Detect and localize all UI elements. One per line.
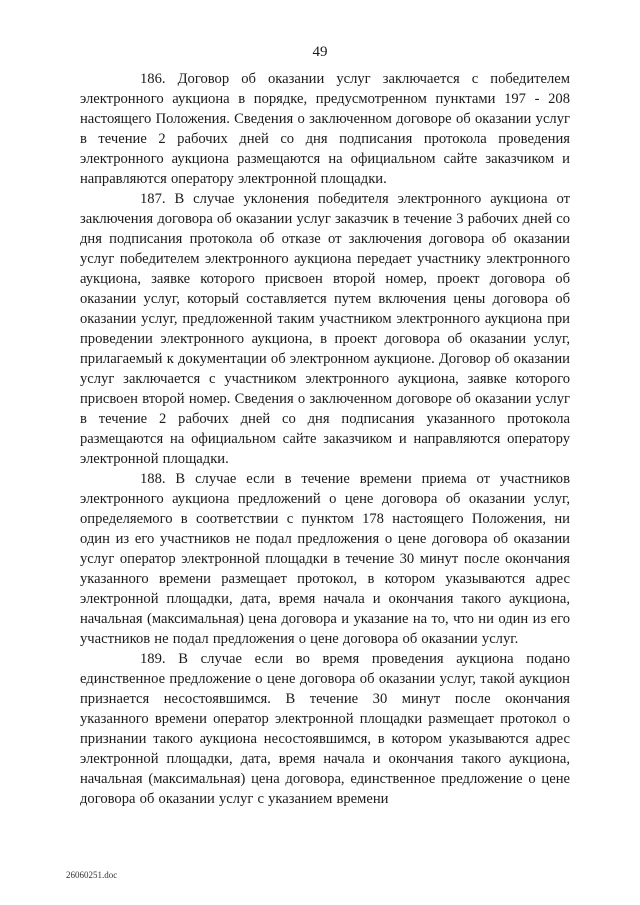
paragraph-188: 188. В случае если в течение времени приема от участников электронного аукциона предложений о цене договора об оказании услуг, определяемого в соответствии с пунктом 178 настоящего Положения, ни один из его участников не подал предложения о цене договора об оказании услуг оператор электронной площадки в течение 30 минут после окончания указанного времени размещает протокол, в котором указываются адрес электронной площадки, дата, время начала и окончания такого аукциона, начальная (максимальная) цена договора и указание на то, что ни один из его участников не подал предложения о цене договора об оказании услуг.	[80, 471, 570, 647]
paragraph-189: 189. В случае если во время проведения аукциона подано единственное предложение о цене договора об оказании услуг, такой аукцион признается несостоявшимся. В течение 30 минут после окончания указанного времени оператор электронной площадки размещает протокол о признании такого аукциона несостоявшимся, в котором указываются адрес электронной площадки, дата, время начала и окончания такого аукциона, начальная (максимальная) цена договора, единственное предложение о цене договора об оказании услуг с указанием времени	[80, 651, 570, 807]
document-body	[80, 69, 570, 809]
page-number: 49	[312, 44, 328, 60]
footer-filename: 26060251.doc	[66, 870, 118, 880]
paragraph-186: 186. Договор об оказании услуг заключается с победителем электронного аукциона в порядке, предусмотренном пунктами 197 - 208 настоящего Положения. Сведения о заключенном договоре об оказании услуг в течение 2 рабочих дней со дня подписания протокола проведения электронного аукциона размещаются на официальном сайте заказчиком и направляются оператору электронной площадки.	[80, 71, 570, 187]
paragraph-187: 187. В случае уклонения победителя электронного аукциона от заключения договора об оказании услуг заказчик в течение 3 рабочих дней со дня подписания протокола об отказе от заключения договора об оказании услуг победителем электронного аукциона передает участнику электронного аукциона, заявке которого присвоен второй номер, проект договора об оказании услуг, который составляется путем включения цены договора об оказании услуг, предложенной таким участником электронного аукциона при проведении электронного аукциона, в проект договора об оказании услуг, прилагаемый к документации об электронном аукционе. Договор об оказании услуг заключается с участником электронного аукциона, заявке которого присвоен второй номер. Сведения о заключенном договоре об оказании услуг в течение 2 рабочих дней со дня подписания указанного протокола размещаются на официальном сайте заказчиком и направляются оператору электронной площадки.	[80, 191, 570, 467]
